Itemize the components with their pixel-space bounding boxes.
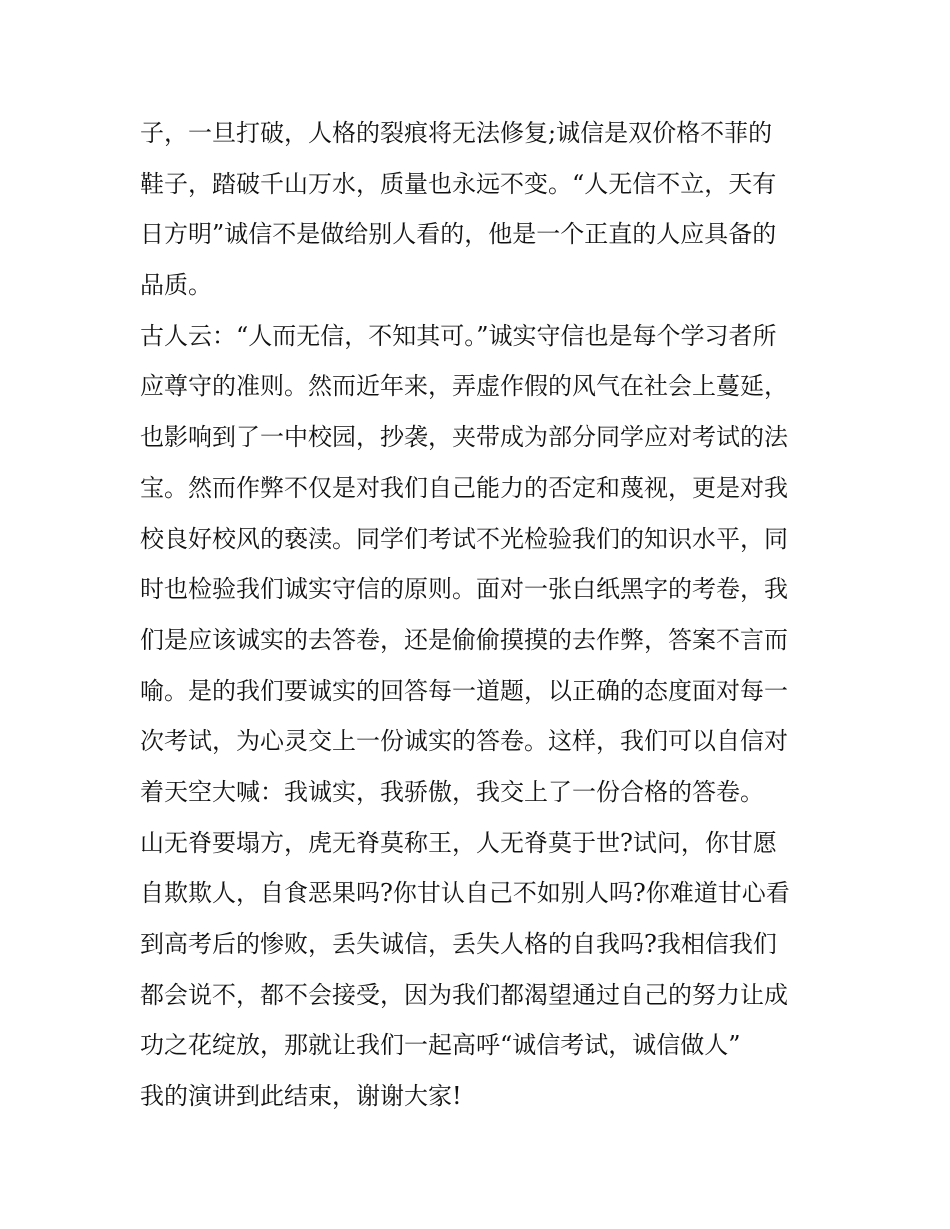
text-line: 品质。 xyxy=(140,271,212,300)
text-line: 功之花绽放，那就让我们一起高呼“诚信考试，诚信做人” xyxy=(140,1031,741,1060)
text-line: 古人云：“人而无信，不知其可。”诚实守信也是每个学习者所 xyxy=(140,321,777,350)
text-line: 应尊守的准则。然而近年来，弄虚作假的风气在社会上蔓延， xyxy=(140,372,788,401)
text-line: 山无脊要塌方，虎无脊莫称王，人无脊莫于世?试问，你甘愿 xyxy=(140,828,777,857)
text-line: 鞋子，踏破千山万水，质量也永远不变。“人无信不立，天有 xyxy=(140,169,777,198)
text-line: 着天空大喊：我诚实，我骄傲，我交上了一份合格的答卷。 xyxy=(140,777,764,806)
text-line: 宝。然而作弊不仅是对我们自己能力的否定和蔑视，更是对我 xyxy=(140,473,788,502)
text-line: 们是应该诚实的去答卷，还是偷偷摸摸的去作弊，答案不言而 xyxy=(140,625,788,654)
speech-text xyxy=(140,108,820,1122)
text-line: 自欺欺人，自食恶果吗?你甘认自己不如别人吗?你难道甘心看 xyxy=(140,879,790,908)
text-line: 时也检验我们诚实守信的原则。面对一张白纸黑字的考卷，我 xyxy=(140,575,788,604)
text-line: 喻。是的我们要诚实的回答每一道题，以正确的态度面对每一 xyxy=(140,676,788,705)
text-line: 我的演讲到此结束，谢谢大家! xyxy=(140,1082,462,1111)
text-line: 也影响到了一中校园，抄袭，夹带成为部分同学应对考试的法 xyxy=(140,423,788,452)
text-line: 子，一旦打破，人格的裂痕将无法修复;诚信是双价格不菲的 xyxy=(140,119,773,147)
text-line: 都会说不，都不会接受，因为我们都渴望通过自己的努力让成 xyxy=(140,980,788,1009)
text-line: 次考试，为心灵交上一份诚实的答卷。这样，我们可以自信对 xyxy=(140,727,788,756)
text-line: 到高考后的惨败，丢失诚信，丢失人格的自我吗?我相信我们 xyxy=(140,930,777,958)
text-line: 日方明”诚信不是做给别人看的，他是一个正直的人应具备的 xyxy=(140,220,777,249)
text-line: 校良好校风的亵渎。同学们考试不光检验我们的知识水平，同 xyxy=(140,524,788,553)
